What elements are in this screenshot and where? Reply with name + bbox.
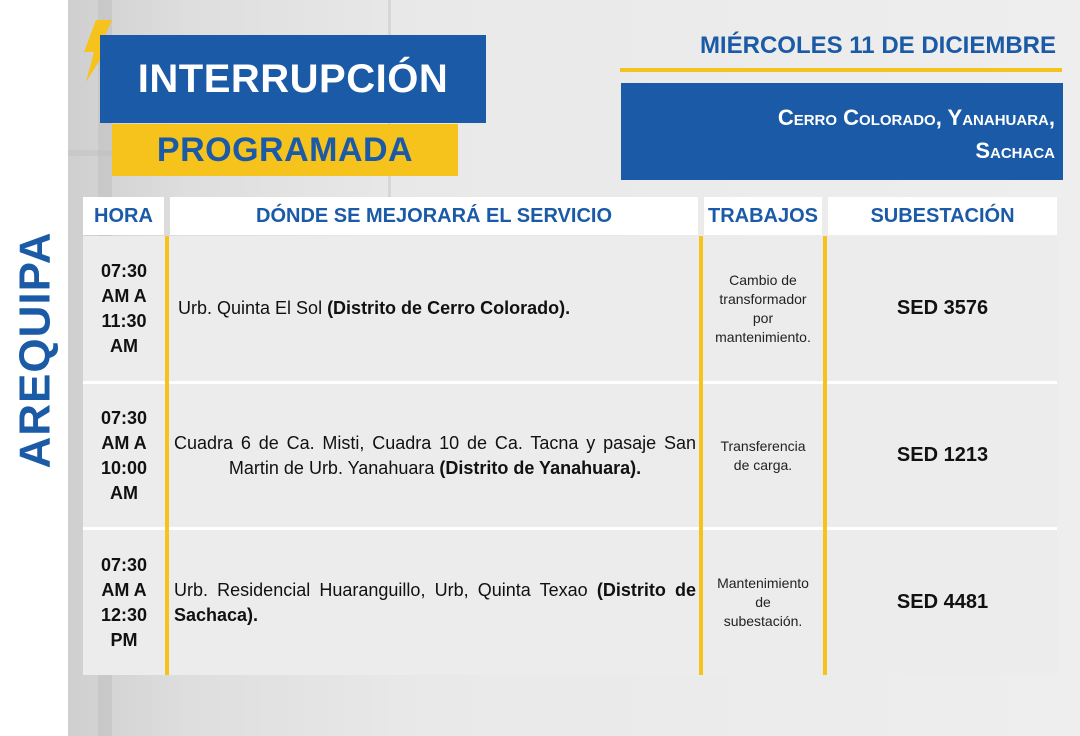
date-label: MIÉRCOLES 11 DE DICIEMBRE [699,32,1056,59]
location-line-1: Cerro Colorado, Yanahuara, [777,105,1055,130]
cell-donde: Cuadra 6 de Ca. Misti, Cuadra 10 de Ca. Tacna y pasaje San Martin de Urb. Yanahuara (Distrito de Yanahuara). [174,432,696,478]
title-secondary: PROGRAMADA [112,124,458,176]
column-divider [165,236,169,675]
header-trabajos: TRABAJOS [704,197,822,235]
cell-hora: 07:30 AM A 10:00 AM [100,407,148,503]
header-subestacion: SUBESTACIÓN [828,197,1057,235]
title-primary: INTERRUPCIÓN [100,35,486,123]
location-line-2: Sachaca [975,138,1055,163]
header-donde: DÓNDE SE MEJORARÁ EL SERVICIO [170,197,698,235]
cell-hora: 07:30 AM A 11:30 AM [100,260,148,356]
header-hora: HORA [83,197,164,235]
region-label: AREQUIPA [10,231,60,469]
cell-donde: Urb. Residencial Huaranguillo, Urb, Quinta Texao (Distrito de Sachaca). [174,579,696,625]
cell-trabajos: Transferencia de carga. [720,437,806,473]
column-divider [699,236,703,675]
location-box [621,83,1063,180]
date-divider [620,68,1062,72]
cell-trabajos: Cambio de transformador por mantenimiento. [715,271,811,345]
cell-subestacion: SED 1213 [896,444,989,466]
column-divider [823,236,827,675]
cell-donde: Urb. Quinta El Sol (Distrito de Cerro Colorado). [178,298,571,318]
cell-subestacion: SED 3576 [896,297,989,319]
cell-hora: 07:30 AM A 12:30 PM [100,554,148,650]
cell-trabajos: Mantenimiento de subestación. [717,575,809,629]
cell-subestacion: SED 4481 [896,591,989,613]
